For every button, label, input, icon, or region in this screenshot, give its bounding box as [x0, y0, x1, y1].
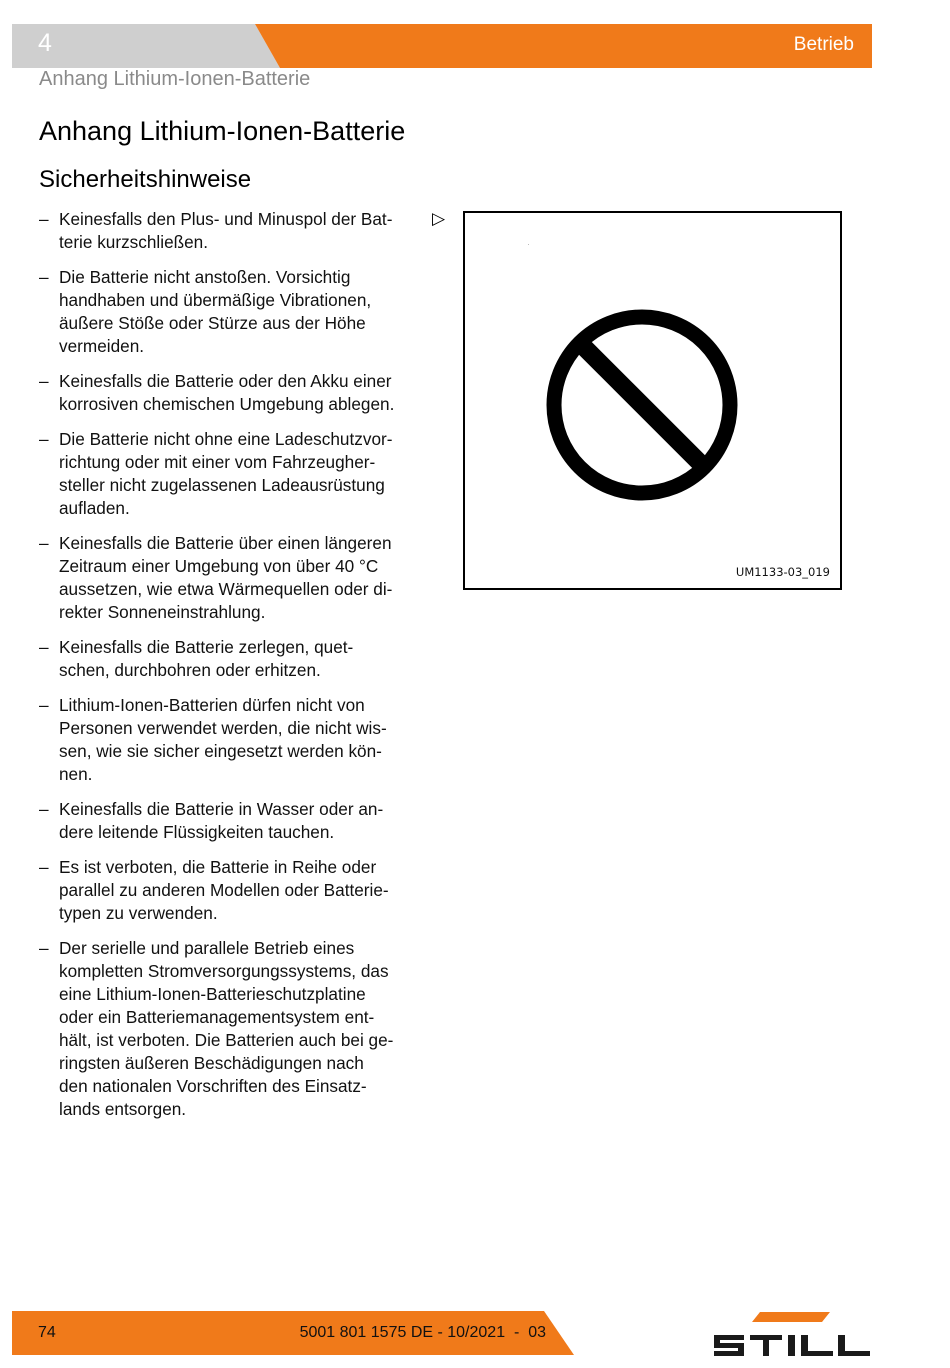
- list-item-line: Personen verwendet werden, die nicht wis-: [59, 718, 387, 738]
- list-item-line: Keinesfalls die Batterie über einen längeren: [59, 533, 392, 553]
- list-item-line: richtung oder mit einer vom Fahrzeugher-: [59, 452, 376, 472]
- list-item-line: Keinesfalls den Plus- und Minuspol der Bat-: [59, 209, 393, 229]
- running-title: Anhang Lithium-Ionen-Batterie: [39, 68, 311, 90]
- list-item: [39, 428, 424, 520]
- list-item-line: korrosiven chemischen Umgebung ablegen.: [59, 394, 395, 414]
- list-item-line: Die Batterie nicht anstoßen. Vorsichtig: [59, 267, 351, 287]
- list-item-line: aufladen.: [59, 498, 130, 518]
- list-item-line: rekter Sonneneinstrahlung.: [59, 602, 266, 622]
- list-item-line: nen.: [59, 764, 93, 784]
- section-title: Anhang Lithium-Ionen-Batterie: [39, 116, 406, 146]
- list-item: [39, 208, 424, 254]
- list-item-line: Keinesfalls die Batterie zerlegen, quet-: [59, 637, 354, 657]
- prohibition-sign-icon: [465, 213, 840, 588]
- list-dash: –: [39, 637, 49, 657]
- list-dash: –: [39, 533, 49, 553]
- list-item-line: steller nicht zugelassenen Ladeausrüstung: [59, 475, 385, 495]
- list-item: [39, 266, 424, 358]
- list-item-line: kompletten Stromversorgungssystems, das: [59, 961, 389, 981]
- chapter-name: Betrieb: [793, 34, 854, 55]
- still-logo-icon: [712, 1311, 872, 1362]
- list-item: [39, 694, 424, 786]
- list-item-line: handhaben und übermäßige Vibrationen,: [59, 290, 372, 310]
- list-dash: –: [39, 857, 49, 877]
- list-item-line: eine Lithium-Ionen-Batterieschutzplatine: [59, 984, 366, 1004]
- list-item-line: sen, wie sie sicher eingesetzt werden kön-: [59, 741, 382, 761]
- list-item-line: Der serielle und parallele Betrieb eines: [59, 938, 355, 958]
- list-item-line: vermeiden.: [59, 336, 145, 356]
- list-dash: –: [39, 371, 49, 391]
- document-code: 5001 801 1575 DE - 10/2021 - 03: [299, 1324, 546, 1341]
- prohibition-figure: [463, 211, 842, 590]
- list-dash: –: [39, 267, 49, 287]
- list-item-line: den nationalen Vorschriften des Einsatz-: [59, 1076, 367, 1096]
- list-item-line: aussetzen, wie etwa Wärmequellen oder di-: [59, 579, 393, 599]
- list-dash: –: [39, 429, 49, 449]
- list-item: [39, 856, 424, 925]
- list-item-line: Die Batterie nicht ohne eine Ladeschutzvor-: [59, 429, 393, 449]
- header-band: [12, 24, 872, 68]
- list-item-line: ringsten äußeren Beschädigungen nach: [59, 1053, 364, 1073]
- chapter-number: 4: [38, 29, 52, 57]
- list-item: [39, 370, 424, 416]
- list-item: [39, 532, 424, 624]
- list-item-line: äußere Stöße oder Stürze aus der Höhe: [59, 313, 366, 333]
- list-item-line: parallel zu anderen Modellen oder Batterie-: [59, 880, 389, 900]
- list-item-line: schen, durchbohren oder erhitzen.: [59, 660, 321, 680]
- list-item-line: Keinesfalls die Batterie in Wasser oder an-: [59, 799, 384, 819]
- list-item: [39, 798, 424, 844]
- list-dash: –: [39, 938, 49, 958]
- list-item-line: terie kurzschließen.: [59, 232, 209, 252]
- list-item-line: oder ein Batteriemanagementsystem ent-: [59, 1007, 375, 1027]
- list-item-line: Lithium-Ionen-Batterien dürfen nicht von: [59, 695, 365, 715]
- list-item-line: dere leitende Flüssigkeiten tauchen.: [59, 822, 335, 842]
- figure-id: UM1133-03_019: [735, 565, 830, 579]
- list-item-line: Zeitraum einer Umgebung von über 40 °C: [59, 556, 379, 576]
- list-item-line: lands entsorgen.: [59, 1099, 187, 1119]
- safety-instructions-list: [39, 208, 424, 1133]
- list-dash: –: [39, 209, 49, 229]
- list-item: [39, 636, 424, 682]
- list-item-line: Es ist verboten, die Batterie in Reihe oder: [59, 857, 377, 877]
- list-item-line: typen zu verwenden.: [59, 903, 218, 923]
- list-dash: –: [39, 799, 49, 819]
- list-item-line: Keinesfalls die Batterie oder den Akku einer: [59, 371, 392, 391]
- page-number: 74: [38, 1324, 56, 1341]
- list-dash: –: [39, 695, 49, 715]
- figure-pointer-icon: ▷: [432, 209, 446, 228]
- subsection-title: Sicherheitshinweise: [39, 166, 252, 193]
- list-item-line: hält, ist verboten. Die Batterien auch bei ge-: [59, 1030, 394, 1050]
- list-item: [39, 937, 424, 1121]
